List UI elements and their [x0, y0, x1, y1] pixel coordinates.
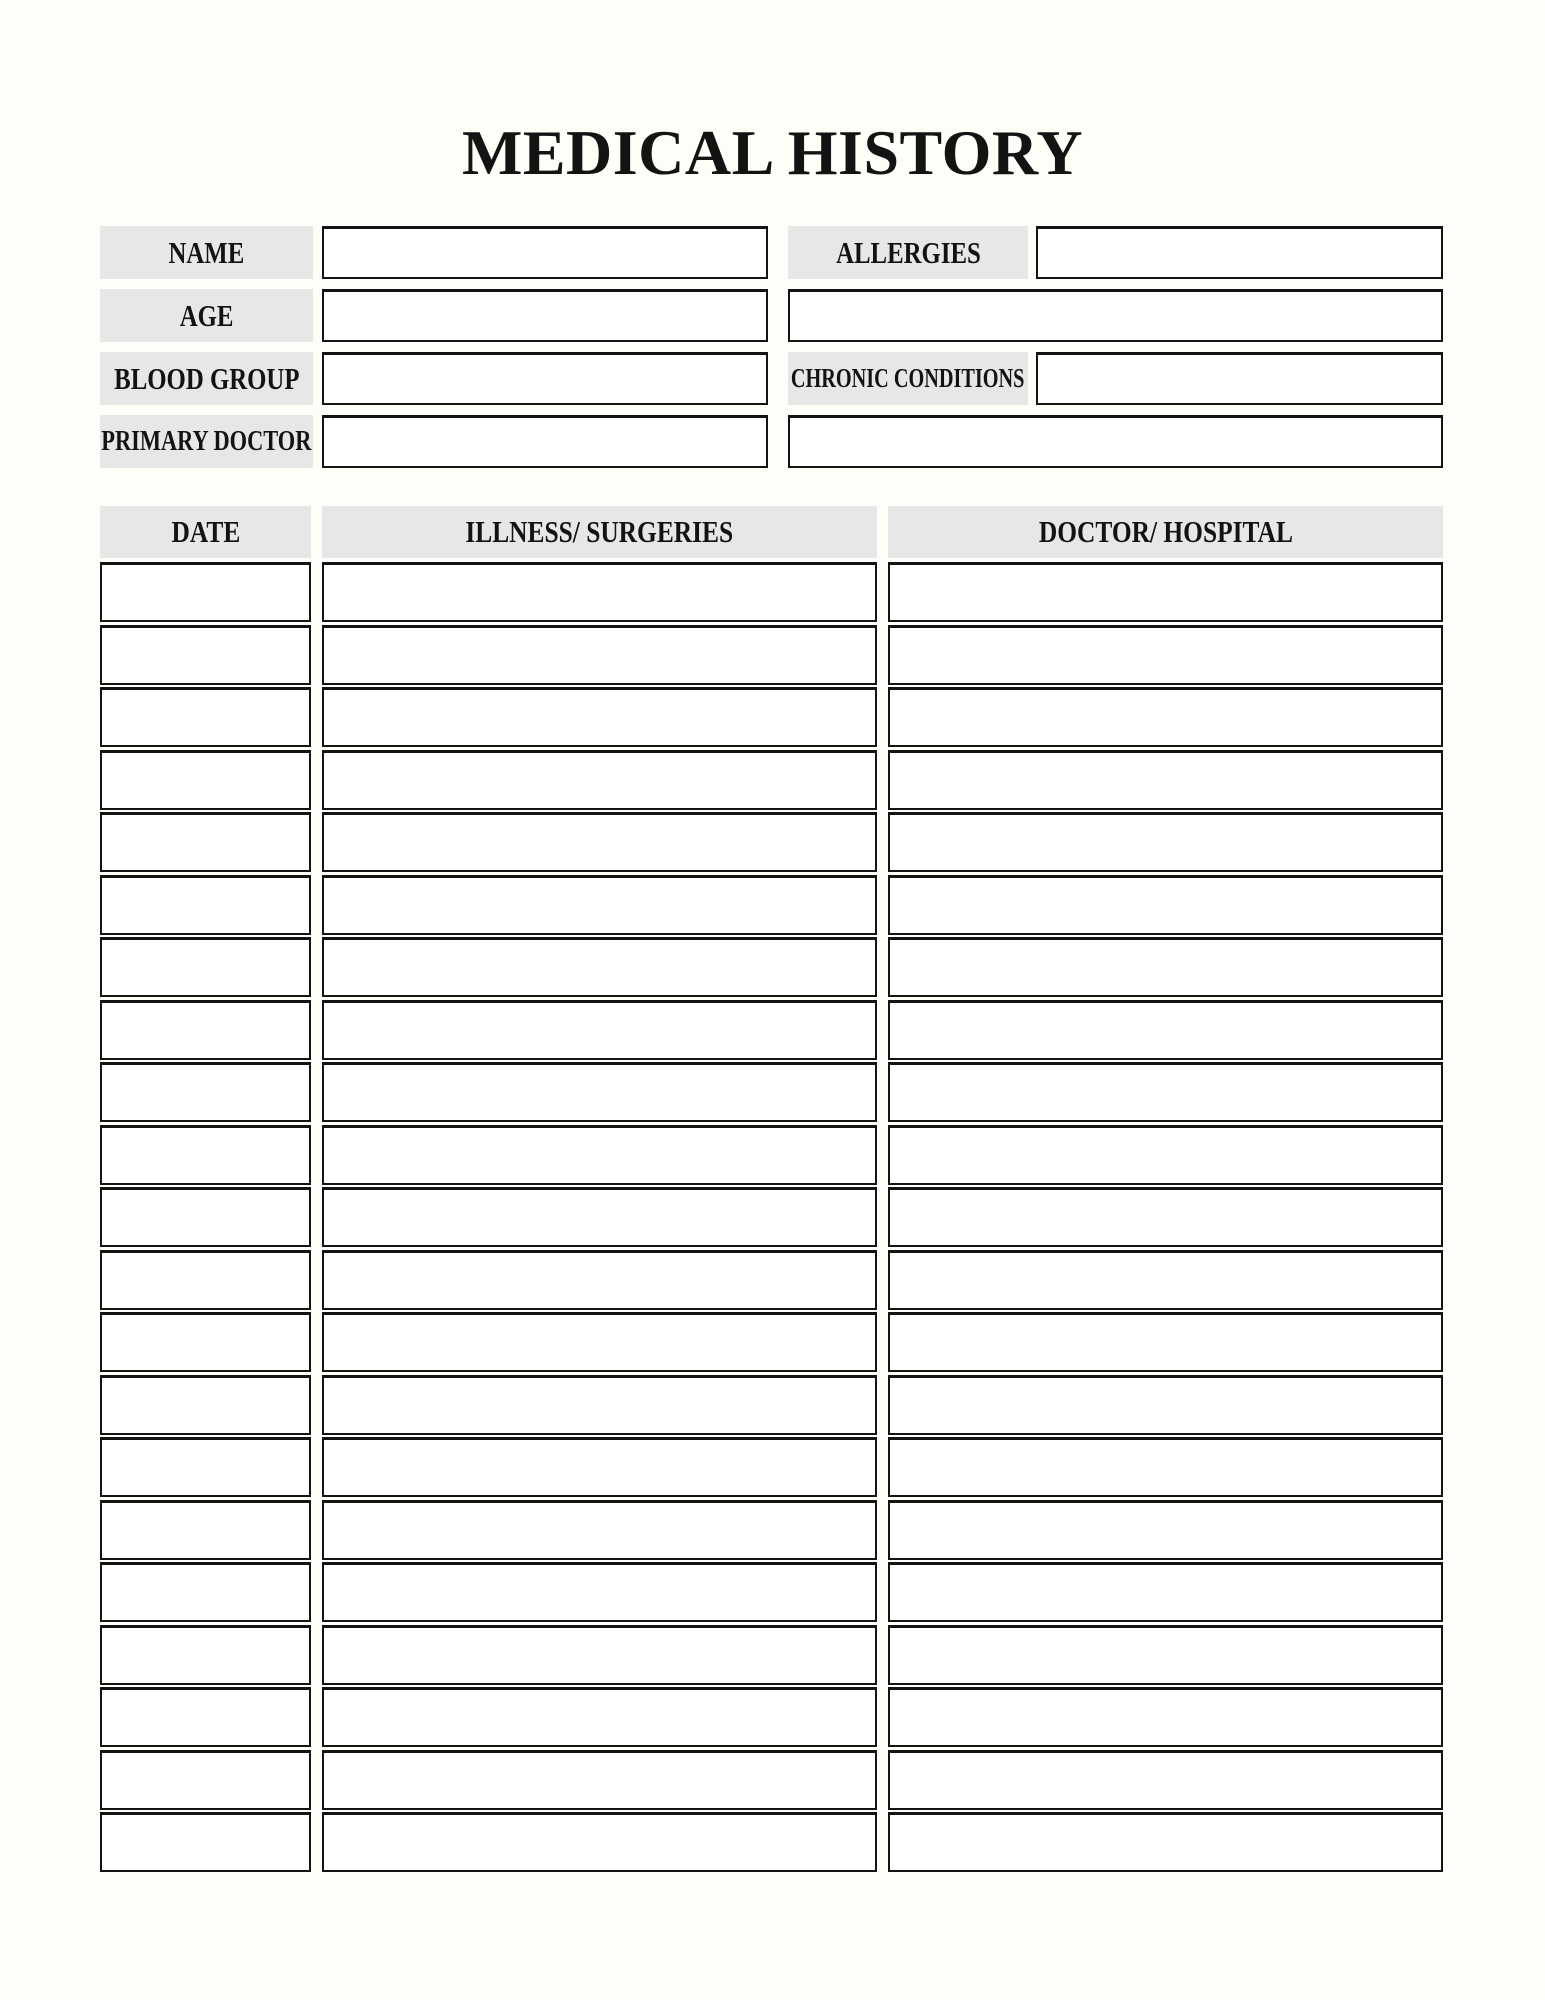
doctor-cell[interactable] — [888, 1312, 1443, 1372]
doctor-cell[interactable] — [888, 1375, 1443, 1435]
illness-cell[interactable] — [322, 1687, 877, 1747]
doctor-cell[interactable] — [888, 687, 1443, 747]
table-row — [100, 562, 1443, 622]
blood-group-label: BLOOD GROUP — [100, 352, 313, 405]
doctor-cell[interactable] — [888, 1812, 1443, 1872]
illness-cell[interactable] — [322, 1500, 877, 1560]
table-row — [100, 1625, 1443, 1685]
name-input[interactable] — [322, 226, 768, 279]
illness-cell[interactable] — [322, 812, 877, 872]
chronic-conditions-extra-input[interactable] — [788, 415, 1443, 468]
doctor-cell[interactable] — [888, 1250, 1443, 1310]
doctor-cell[interactable] — [888, 562, 1443, 622]
doctor-cell[interactable] — [888, 1000, 1443, 1060]
illness-cell[interactable] — [322, 625, 877, 685]
doctor-cell[interactable] — [888, 1187, 1443, 1247]
date-cell[interactable] — [100, 625, 311, 685]
date-cell[interactable] — [100, 812, 311, 872]
date-cell[interactable] — [100, 687, 311, 747]
table-row — [100, 812, 1443, 872]
primary-doctor-label: PRIMARY DOCTOR — [100, 415, 313, 468]
allergies-input[interactable] — [1036, 226, 1443, 279]
column-header-illness-surgeries: ILLNESS/ SURGERIES — [322, 506, 877, 558]
blood-group-input[interactable] — [322, 352, 768, 405]
date-cell[interactable] — [100, 1812, 311, 1872]
table-row — [100, 937, 1443, 997]
date-cell[interactable] — [100, 1625, 311, 1685]
illness-cell[interactable] — [322, 1062, 877, 1122]
illness-cell[interactable] — [322, 1312, 877, 1372]
doctor-cell[interactable] — [888, 750, 1443, 810]
illness-cell[interactable] — [322, 1375, 877, 1435]
date-cell[interactable] — [100, 1062, 311, 1122]
doctor-cell[interactable] — [888, 937, 1443, 997]
date-cell[interactable] — [100, 1125, 311, 1185]
history-table-body — [100, 562, 1443, 1872]
illness-cell[interactable] — [322, 1562, 877, 1622]
age-label: AGE — [100, 289, 313, 342]
table-row — [100, 687, 1443, 747]
table-row — [100, 1750, 1443, 1810]
date-cell[interactable] — [100, 1000, 311, 1060]
doctor-cell[interactable] — [888, 1062, 1443, 1122]
table-row — [100, 1812, 1443, 1872]
date-cell[interactable] — [100, 1500, 311, 1560]
doctor-cell[interactable] — [888, 1562, 1443, 1622]
date-cell[interactable] — [100, 1687, 311, 1747]
doctor-cell[interactable] — [888, 625, 1443, 685]
table-row — [100, 1312, 1443, 1372]
table-row — [100, 1187, 1443, 1247]
date-cell[interactable] — [100, 1750, 311, 1810]
name-label: NAME — [100, 226, 313, 279]
age-input[interactable] — [322, 289, 768, 342]
allergies-label: ALLERGIES — [788, 226, 1028, 279]
table-row — [100, 1062, 1443, 1122]
illness-cell[interactable] — [322, 1625, 877, 1685]
illness-cell[interactable] — [322, 1187, 877, 1247]
doctor-cell[interactable] — [888, 1625, 1443, 1685]
primary-doctor-input[interactable] — [322, 415, 768, 468]
table-row — [100, 1687, 1443, 1747]
illness-cell[interactable] — [322, 750, 877, 810]
doctor-cell[interactable] — [888, 1687, 1443, 1747]
allergies-extra-input[interactable] — [788, 289, 1443, 342]
illness-cell[interactable] — [322, 1125, 877, 1185]
table-row — [100, 750, 1443, 810]
chronic-conditions-input[interactable] — [1036, 352, 1443, 405]
date-cell[interactable] — [100, 750, 311, 810]
date-cell[interactable] — [100, 1375, 311, 1435]
doctor-cell[interactable] — [888, 812, 1443, 872]
date-cell[interactable] — [100, 937, 311, 997]
date-cell[interactable] — [100, 875, 311, 935]
table-row — [100, 625, 1443, 685]
page-title: MEDICAL HISTORY — [461, 117, 1084, 188]
date-cell[interactable] — [100, 1562, 311, 1622]
illness-cell[interactable] — [322, 1812, 877, 1872]
illness-cell[interactable] — [322, 875, 877, 935]
date-cell[interactable] — [100, 1187, 311, 1247]
illness-cell[interactable] — [322, 937, 877, 997]
doctor-cell[interactable] — [888, 875, 1443, 935]
chronic-conditions-label: CHRONIC CONDITIONS — [788, 352, 1028, 405]
illness-cell[interactable] — [322, 1750, 877, 1810]
table-row — [100, 1000, 1443, 1060]
table-row — [100, 1375, 1443, 1435]
doctor-cell[interactable] — [888, 1750, 1443, 1810]
date-cell[interactable] — [100, 1312, 311, 1372]
doctor-cell[interactable] — [888, 1125, 1443, 1185]
table-row — [100, 1125, 1443, 1185]
illness-cell[interactable] — [322, 1000, 877, 1060]
table-row — [100, 1437, 1443, 1497]
illness-cell[interactable] — [322, 1437, 877, 1497]
illness-cell[interactable] — [322, 562, 877, 622]
illness-cell[interactable] — [322, 1250, 877, 1310]
column-header-date: DATE — [100, 506, 311, 558]
date-cell[interactable] — [100, 562, 311, 622]
illness-cell[interactable] — [322, 687, 877, 747]
table-row — [100, 1500, 1443, 1560]
table-row — [100, 1250, 1443, 1310]
doctor-cell[interactable] — [888, 1500, 1443, 1560]
date-cell[interactable] — [100, 1437, 311, 1497]
doctor-cell[interactable] — [888, 1437, 1443, 1497]
table-row — [100, 875, 1443, 935]
column-header-doctor-hospital: DOCTOR/ HOSPITAL — [888, 506, 1443, 558]
table-row — [100, 1562, 1443, 1622]
date-cell[interactable] — [100, 1250, 311, 1310]
